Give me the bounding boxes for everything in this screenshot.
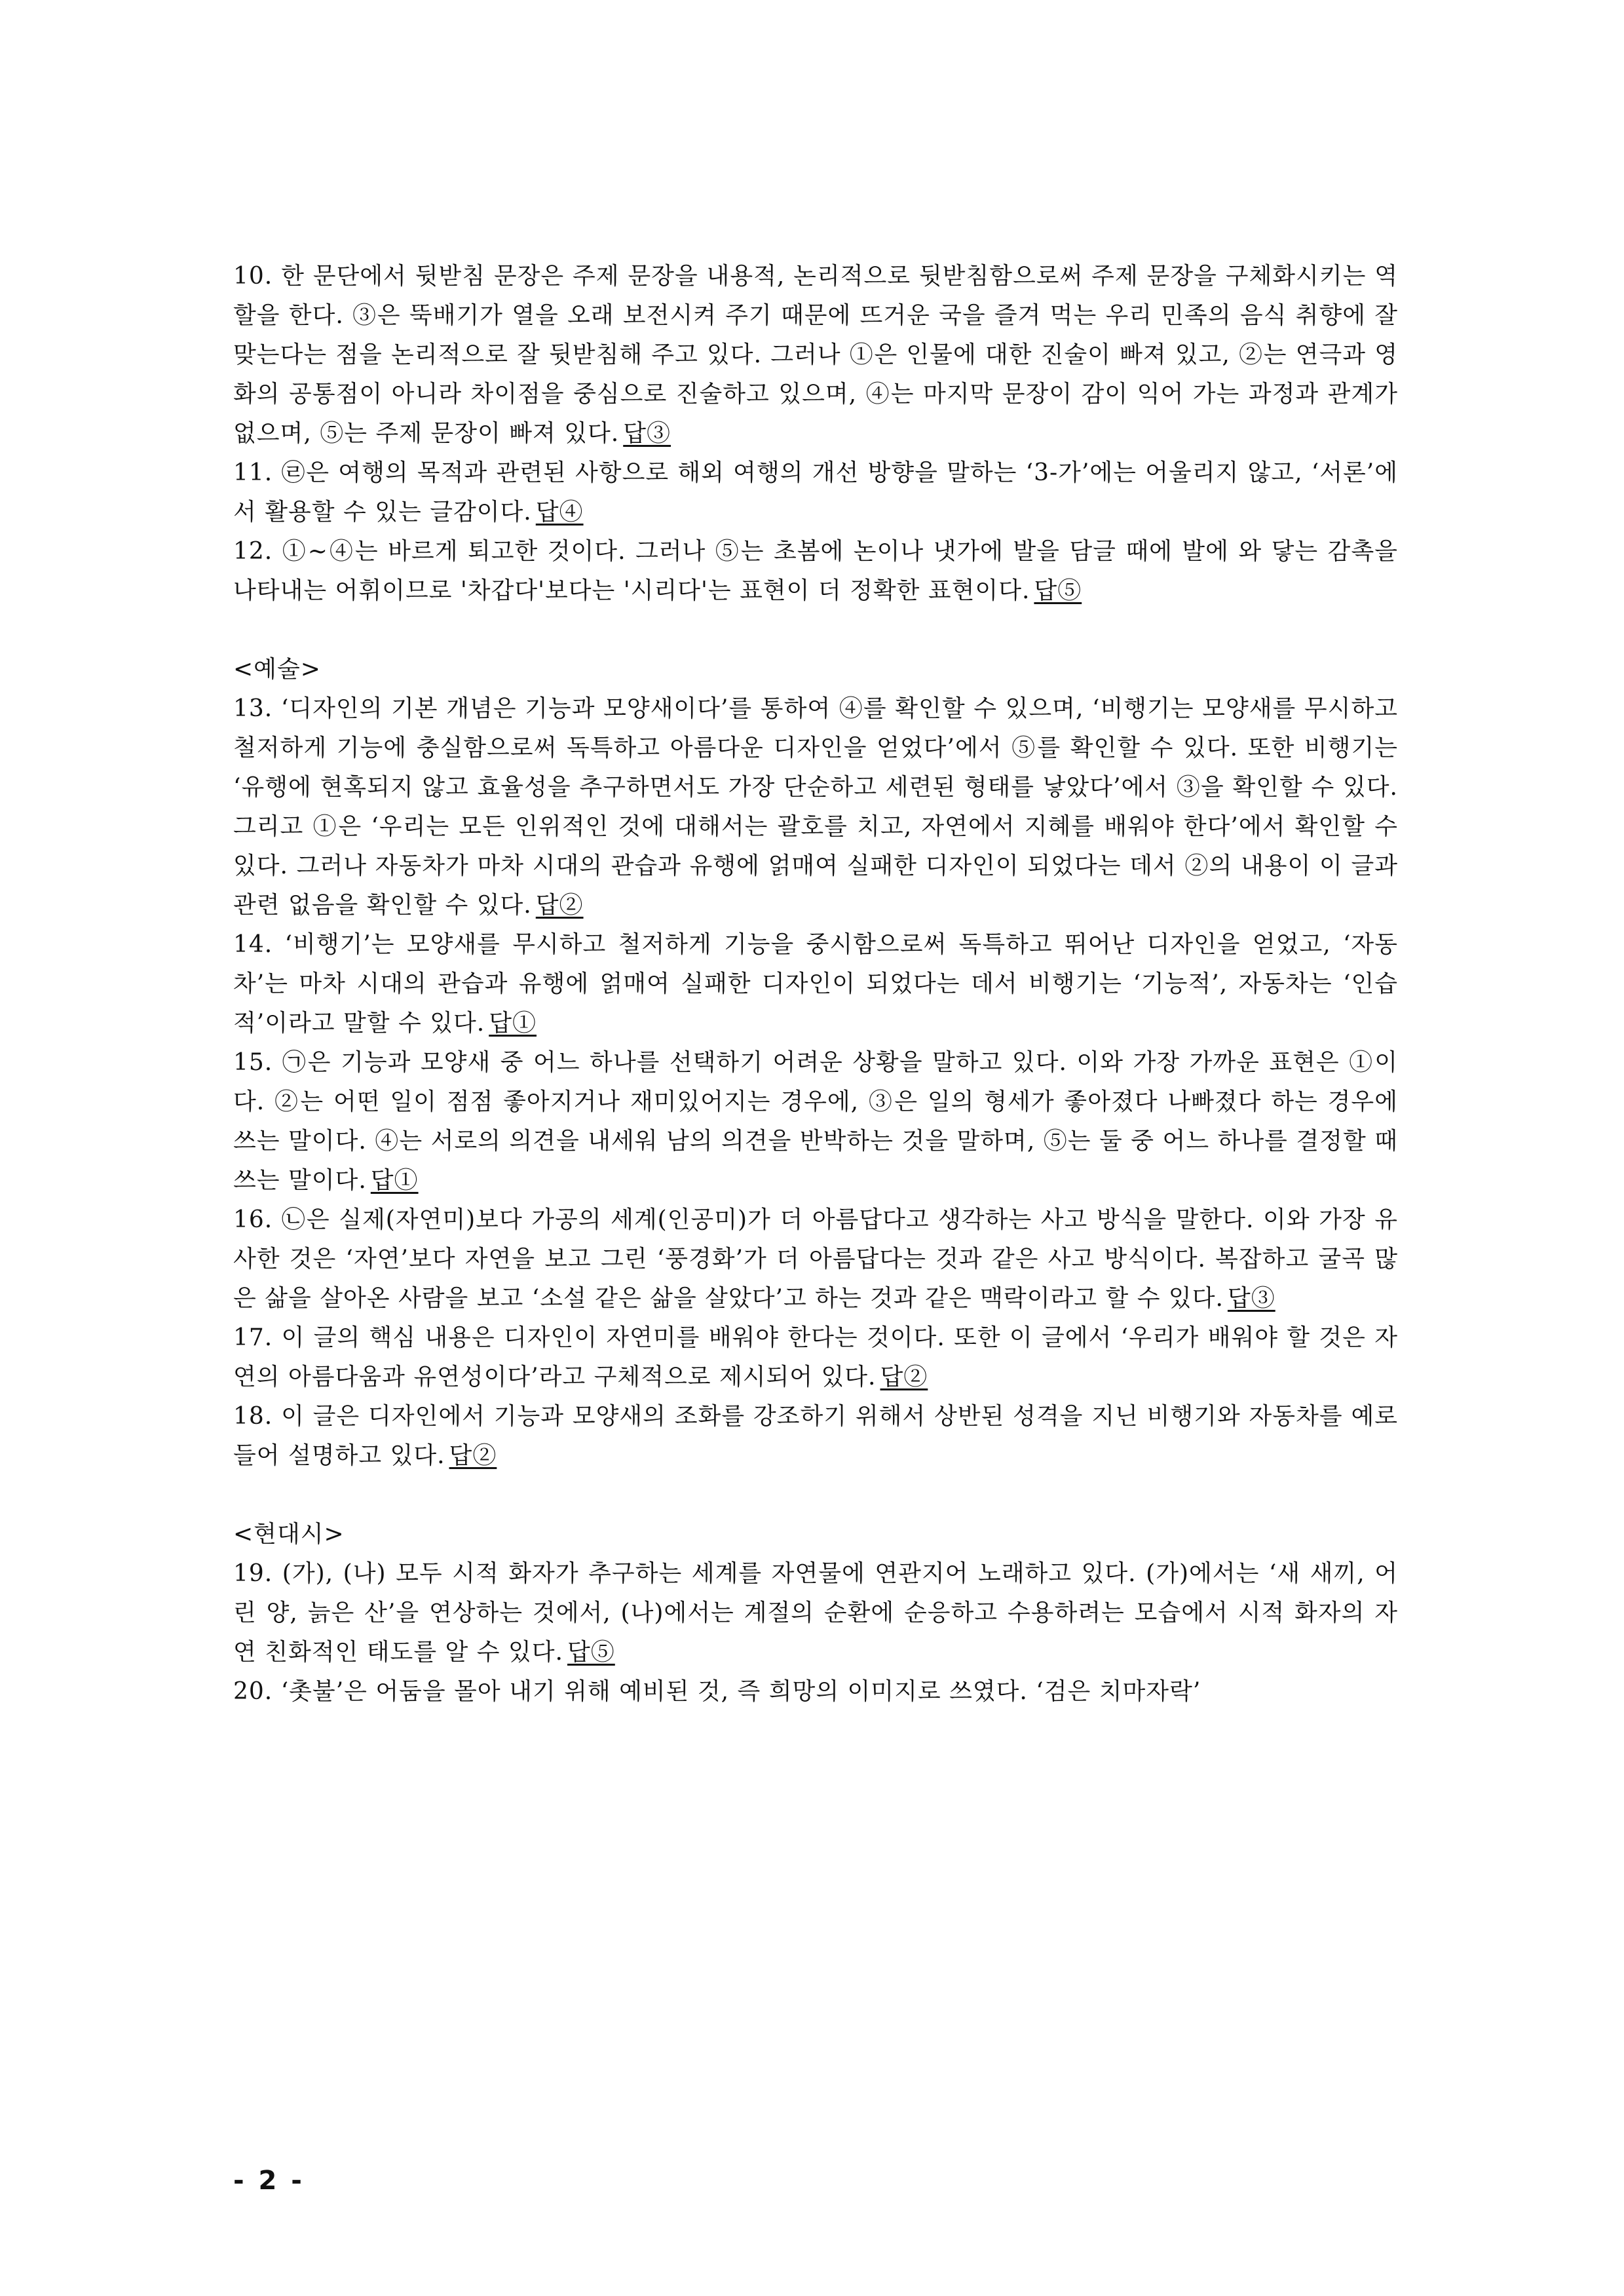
section-heading-art: <예술> [233,656,321,683]
explanation-text: 17. 이 글의 핵심 내용은 디자인이 자연미를 배워야 한다는 것이다. 또한 이 글에서 ‘우리가 배워야 할 것은 자연의 아름다움과 유연성이다’라고 구체적으로 제시되어 있다. [233,1324,1398,1390]
answer-mark: 답③ [623,420,671,447]
explanation-19 [233,1554,1398,1672]
explanation-text: 16. ㉡은 실제(자연미)보다 가공의 세계(인공미)가 더 아름답다고 생각하는 사고 방식을 말한다. 이와 가장 유사한 것은 ‘자연’보다 자연을 보고 그린 ‘풍경화’가 더 아름답다는 것과 같은 사고 방식이다. 복잡하고 굴곡 많은 삶을 살아온 사람을 보고 ‘소설 같은 삶을 살았다’고 하는 것과 같은 맥락이라고 할 수 있다. [233,1206,1398,1312]
section-heading-poetry: <현대시> [233,1521,345,1548]
answer-mark: 답④ [535,499,584,526]
explanation-text: 13. ‘디자인의 기본 개념은 기능과 모양새이다’를 통하여 ④를 확인할 수 있으며, ‘비행기는 모양새를 무시하고 철저하게 기능에 충실함으로써 독특하고 아름다운 디자인을 얻었다’에서 ⑤를 확인할 수 있다. 또한 비행기는 ‘유행에 현혹되지 않고 효율성을 추구하면서도 가장 단순하고 세련된 형태를 낳았다’에서 ③을 확인할 수 있다. 그리고 ①은 ‘우리는 모든 인위적인 것에 대해서는 괄호를 치고, 자연에서 지혜를 배워야 한다’에서 확인할 수 있다. 그러나 자동차가 마차 시대의 관습과 유행에 얽매여 실패한 디자인이 되었다는 데서 ②의 내용이 이 글과 관련 없음을 확인할 수 있다. [233,695,1398,919]
answer-mark: 답⑤ [567,1639,615,1666]
explanation-text: 12. ①~④는 바르게 퇴고한 것이다. 그러나 ⑤는 초봄에 논이나 냇가에 발을 담글 때에 발에 와 닿는 감촉을 나타내는 어휘이므로 '차갑다'보다는 '시리다'는 표현이 더 정확한 표현이다. [233,538,1398,604]
answer-mark: 답② [880,1364,928,1390]
answer-mark: 답③ [1227,1285,1275,1312]
answer-mark: 답① [489,1010,537,1037]
explanation-text: 10. 한 문단에서 뒷받침 문장은 주제 문장을 내용적, 논리적으로 뒷받침함으로써 주제 문장을 구체화시키는 역할을 한다. ③은 뚝배기가 열을 오래 보전시켜 주기 때문에 뜨거운 국을 즐겨 먹는 우리 민족의 음식 취향에 잘 맞는다는 점을 논리적으로 잘 뒷받침해 주고 있다. 그러나 ①은 인물에 대한 진술이 빠져 있고, ②는 연극과 영화의 공통점이 아니라 차이점을 중심으로 진술하고 있으며, ④는 마지막 문장이 감이 익어 가는 과정과 관계가 없으며, ⑤는 주제 문장이 빠져 있다. [233,263,1399,447]
section-poetry [233,1515,1398,1712]
explanation-text: 14. ‘비행기’는 모양새를 무시하고 철저하게 기능을 중시함으로써 독특하고 뛰어난 디자인을 얻었고, ‘자동차’는 마차 시대의 관습과 유행에 얽매여 실패한 디자인이 되었다는 데서 비행기는 ‘기능적’, 자동차는 ‘인습적’이라고 말할 수 있다. [233,931,1398,1037]
answer-mark: 답② [449,1442,497,1469]
explanation-text: 19. (가), (나) 모두 시적 화자가 추구하는 세계를 자연물에 연관지어 노래하고 있다. (가)에서는 ‘새 새끼, 어린 양, 늙은 산’을 연상하는 것에서, (나)에서는 계절의 순환에 순응하고 수용하려는 모습에서 시적 화자의 자연 친화적인 태도를 알 수 있다. [233,1560,1398,1666]
explanation-10 [233,257,1398,453]
explanation-text: 18. 이 글은 디자인에서 기능과 모양새의 조화를 강조하기 위해서 상반된 성격을 지닌 비행기와 자동차를 예로 들어 설명하고 있다. [233,1403,1398,1469]
explanation-11 [233,453,1398,532]
explanation-15 [233,1043,1398,1200]
answer-mark: 답② [535,892,584,919]
explanation-14 [233,925,1398,1043]
answer-mark: 답① [370,1167,419,1194]
explanation-20 [233,1672,1398,1712]
explanation-13 [233,689,1398,925]
answer-explanations [233,257,1398,1712]
explanation-text: 11. ㉣은 여행의 목적과 관련된 사항으로 해외 여행의 개선 방향을 말하는 ‘3-가’에는 어울리지 않고, ‘서론’에서 활용할 수 있는 글감이다. [233,459,1398,526]
explanation-text: 15. ㉠은 기능과 모양새 중 어느 하나를 선택하기 어려운 상황을 말하고 있다. 이와 가장 가까운 표현은 ①이다. ②는 어떤 일이 점점 좋아지거나 재미있어지는 경우에, ③은 일의 형세가 좋아졌다 나빠졌다 하는 경우에 쓰는 말이다. ④는 서로의 의견을 내세워 남의 의견을 반박하는 것을 말하며, ⑤는 둘 중 어느 하나를 결정할 때 쓰는 말이다. [233,1049,1398,1194]
explanation-17 [233,1318,1398,1397]
explanation-12 [233,532,1398,611]
section-art [233,650,1398,1476]
explanation-18 [233,1397,1398,1476]
page-number: - 2 - [233,2166,305,2196]
explanation-16 [233,1200,1398,1318]
explanation-text: 20. ‘촛불’은 어둠을 몰아 내기 위해 예비된 것, 즉 희망의 이미지로 쓰였다. ‘검은 치마자락’ [233,1678,1201,1705]
answer-mark: 답⑤ [1034,577,1082,604]
